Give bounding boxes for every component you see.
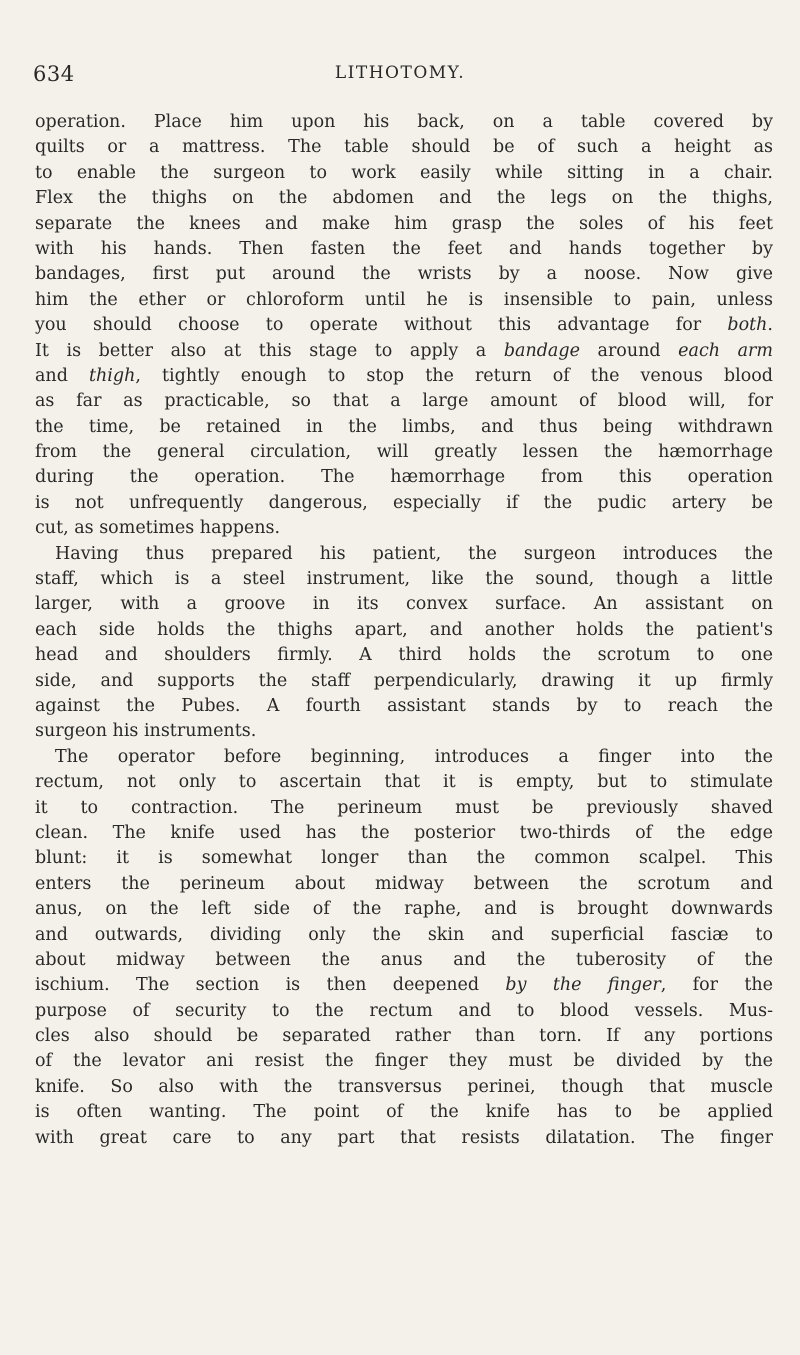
text-run: enters the perineum about midway between the scrotum and — [35, 873, 773, 894]
text-run: operation. Place him upon his back, on a table covered by — [35, 112, 773, 132]
text-line — [35, 1049, 773, 1074]
text-line — [35, 237, 773, 262]
text-run: with great care to any part that resists dilatation. The finger — [35, 1127, 773, 1148]
text-run: separate the knees and make him grasp the soles of his feet — [35, 213, 773, 234]
text-run: , for the — [660, 975, 773, 996]
text-run: quilts or a mattress. The table should be of such a height as — [35, 137, 773, 158]
text-line — [35, 135, 773, 160]
text-run: blunt: it is somewhat longer than the common scalpel. This — [35, 848, 773, 869]
text-line — [35, 592, 773, 617]
text-run: Having thus prepared his patient, the surgeon introduces the — [55, 543, 773, 564]
text-line — [35, 567, 773, 592]
text-line — [35, 669, 773, 694]
text-line — [35, 186, 773, 211]
text-line — [35, 212, 773, 237]
text-run: as far as practicable, so that a large amount of blood will, for — [35, 391, 773, 412]
text-run: ischium. The section is then deepened — [35, 975, 506, 996]
text-run: the time, be retained in the limbs, and thus being withdrawn — [35, 416, 773, 437]
text-line — [35, 923, 773, 948]
text-run: him the ether or chloroform until he is insensible to pain, unless — [35, 289, 773, 310]
text-line — [35, 110, 773, 135]
text-line — [35, 288, 773, 313]
text-line — [35, 1126, 773, 1151]
text-line — [35, 161, 773, 186]
text-line — [35, 846, 773, 871]
text-line — [35, 339, 773, 364]
text-run: is often wanting. The point of the knife has to be applied — [35, 1102, 773, 1123]
text-run: It is better also at this stage to apply a — [35, 340, 504, 361]
text-line — [35, 796, 773, 821]
text-line — [35, 364, 773, 389]
text-line — [35, 1075, 773, 1100]
text-run: knife. So also with the transversus perinei, though that muscle — [35, 1076, 773, 1097]
text-run: during the operation. The hæmorrhage from this operation — [35, 467, 773, 488]
text-run: of the levator ani resist the finger they must be divided by the — [35, 1051, 773, 1072]
text-line — [35, 465, 773, 490]
text-run: from the general circulation, will greatly lessen the hæmorrhage — [35, 442, 773, 463]
body-text — [35, 110, 773, 1151]
text-line — [35, 516, 773, 541]
text-line — [35, 745, 773, 770]
text-run: staff, which is a steel instrument, like the sound, though a little — [35, 569, 773, 590]
text-line — [35, 973, 773, 998]
italic-text: both — [727, 315, 768, 336]
text-line — [35, 770, 773, 795]
text-run: around — [579, 340, 679, 361]
italic-text: by the finger — [505, 975, 661, 996]
text-line — [35, 872, 773, 897]
text-run: anus, on the left side of the raphe, and is brought downwards — [35, 899, 773, 920]
text-run: . — [767, 315, 773, 336]
text-run: Flex the thighs on the abdomen and the legs on the thighs, — [35, 188, 773, 209]
text-line — [35, 262, 773, 287]
text-run: cles also should be separated rather than torn. If any portions — [35, 1026, 773, 1047]
italic-text: bandage — [503, 340, 580, 361]
text-run: is not unfrequently dangerous, especially if the pudic artery be — [35, 492, 773, 513]
text-line — [35, 1024, 773, 1049]
text-run: each side holds the thighs apart, and another holds the patient's — [35, 619, 773, 640]
text-line — [35, 415, 773, 440]
text-run: against the Pubes. A fourth assistant stands by to reach the — [35, 695, 773, 716]
text-line — [35, 1100, 773, 1125]
text-run: about midway between the anus and the tuberosity of the — [35, 949, 773, 970]
text-run: and outwards, dividing only the skin and superficial fasciæ to — [35, 924, 773, 945]
text-run: surgeon his instruments. — [35, 721, 257, 742]
text-run: it to contraction. The perineum must be previously shaved — [35, 797, 773, 818]
text-run: clean. The knife used has the posterior two-thirds of the edge — [35, 822, 773, 843]
text-line — [35, 643, 773, 668]
text-run: head and shoulders firmly. A third holds the scrotum to one — [35, 645, 773, 666]
text-line — [35, 618, 773, 643]
text-line — [35, 897, 773, 922]
text-run: cut, as sometimes happens. — [35, 518, 281, 539]
text-run: larger, with a groove in its convex surface. An assistant on — [35, 594, 773, 615]
text-run: bandages, first put around the wrists by a noose. Now give — [35, 264, 773, 285]
text-line — [35, 389, 773, 414]
text-line — [35, 719, 773, 744]
text-run: with his hands. Then fasten the feet and hands together by — [35, 238, 773, 259]
text-run: The operator before beginning, introduces a finger into the — [55, 746, 773, 767]
text-line — [35, 542, 773, 567]
text-line — [35, 313, 773, 338]
text-run: to enable the surgeon to work easily while sitting in a chair. — [35, 162, 773, 183]
text-line — [35, 491, 773, 516]
italic-text: each arm — [678, 340, 773, 361]
text-run: you should choose to operate without this advantage for — [35, 315, 728, 336]
running-title: LITHOTOMY. — [334, 63, 466, 83]
text-run: purpose of security to the rectum and to blood vessels. Mus- — [35, 1000, 773, 1021]
italic-text: thigh — [89, 365, 136, 386]
text-line — [35, 440, 773, 465]
text-line — [35, 694, 773, 719]
text-line — [35, 999, 773, 1024]
page-number: 634 — [33, 62, 75, 86]
text-run: and — [35, 365, 89, 386]
text-line — [35, 821, 773, 846]
text-line — [35, 948, 773, 973]
text-run: rectum, not only to ascertain that it is empty, but to stimulate — [35, 772, 773, 793]
text-run: , tightly enough to stop the return of the venous blood — [135, 365, 773, 386]
text-run: side, and supports the staff perpendicularly, drawing it up firmly — [35, 670, 773, 691]
